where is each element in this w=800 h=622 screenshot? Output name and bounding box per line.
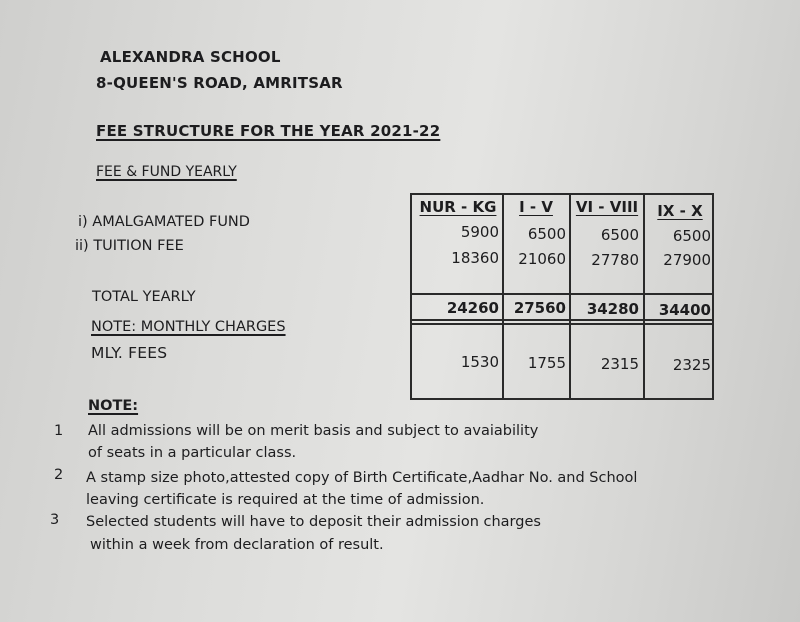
school-name: ALEXANDRA SCHOOL — [100, 48, 281, 66]
cell-total-ix-x: 34400 — [658, 301, 711, 319]
cell-total-i-v: 27560 — [513, 299, 566, 317]
col-header-nur-kg: NUR - KG — [419, 198, 497, 216]
note-number: 3 — [50, 512, 60, 528]
row-label-monthly-note: NOTE: MONTHLY CHARGES — [91, 319, 286, 335]
note-2-line-2: leaving certificate is required at the time of admission. — [86, 492, 485, 508]
row-divider — [412, 319, 712, 321]
cell-tuition-vi-viii: 27780 — [591, 251, 639, 269]
col-header-ix-x: IX - X — [657, 202, 703, 220]
cell-monthly-vi-viii: 2315 — [600, 355, 639, 373]
note-3-line-1: Selected students will have to deposit their admission charges — [86, 514, 541, 530]
row-label-mly-fees: MLY. FEES — [91, 344, 168, 362]
cell-amalgamated-nur-kg: 5900 — [460, 223, 499, 241]
cell-amalgamated-vi-viii: 6500 — [600, 226, 639, 244]
notes-heading: NOTE: — [88, 398, 139, 414]
cell-amalgamated-ix-x: 6500 — [672, 227, 711, 245]
col-header-vi-viii: VI - VIII — [575, 198, 639, 216]
col-header-i-v: I - V — [519, 198, 553, 216]
school-address: 8-QUEEN'S ROAD, AMRITSAR — [96, 74, 343, 92]
cell-tuition-nur-kg: 18360 — [451, 249, 499, 267]
row-label-amalgamated: i) AMALGAMATED FUND — [78, 214, 250, 230]
row-divider — [412, 293, 712, 295]
cell-monthly-ix-x: 2325 — [672, 356, 711, 374]
fee-table — [410, 193, 714, 400]
row-label-tuition: ii) TUITION FEE — [75, 238, 184, 254]
note-1-line-1: All admissions will be on merit basis and subject to avaiability — [88, 423, 539, 439]
cell-tuition-ix-x: 27900 — [663, 251, 711, 269]
cell-total-nur-kg: 24260 — [446, 299, 499, 317]
cell-tuition-i-v: 21060 — [518, 250, 566, 268]
note-number: 2 — [54, 467, 64, 483]
cell-monthly-i-v: 1755 — [527, 354, 566, 372]
note-3-line-2: within a week from declaration of result. — [90, 537, 384, 553]
note-2-line-1: A stamp size photo,attested copy of Birth Certificate,Aadhar No. and School — [86, 470, 638, 486]
section-heading: FEE & FUND YEARLY — [96, 164, 237, 180]
cell-total-vi-viii: 34280 — [586, 300, 639, 318]
row-divider — [412, 323, 712, 325]
document-title: FEE STRUCTURE FOR THE YEAR 2021-22 — [96, 122, 441, 140]
cell-amalgamated-i-v: 6500 — [527, 225, 566, 243]
cell-monthly-nur-kg: 1530 — [460, 353, 499, 371]
row-label-total: TOTAL YEARLY — [92, 289, 196, 305]
note-number: 1 — [54, 423, 64, 439]
note-1-line-2: of seats in a particular class. — [88, 445, 297, 461]
